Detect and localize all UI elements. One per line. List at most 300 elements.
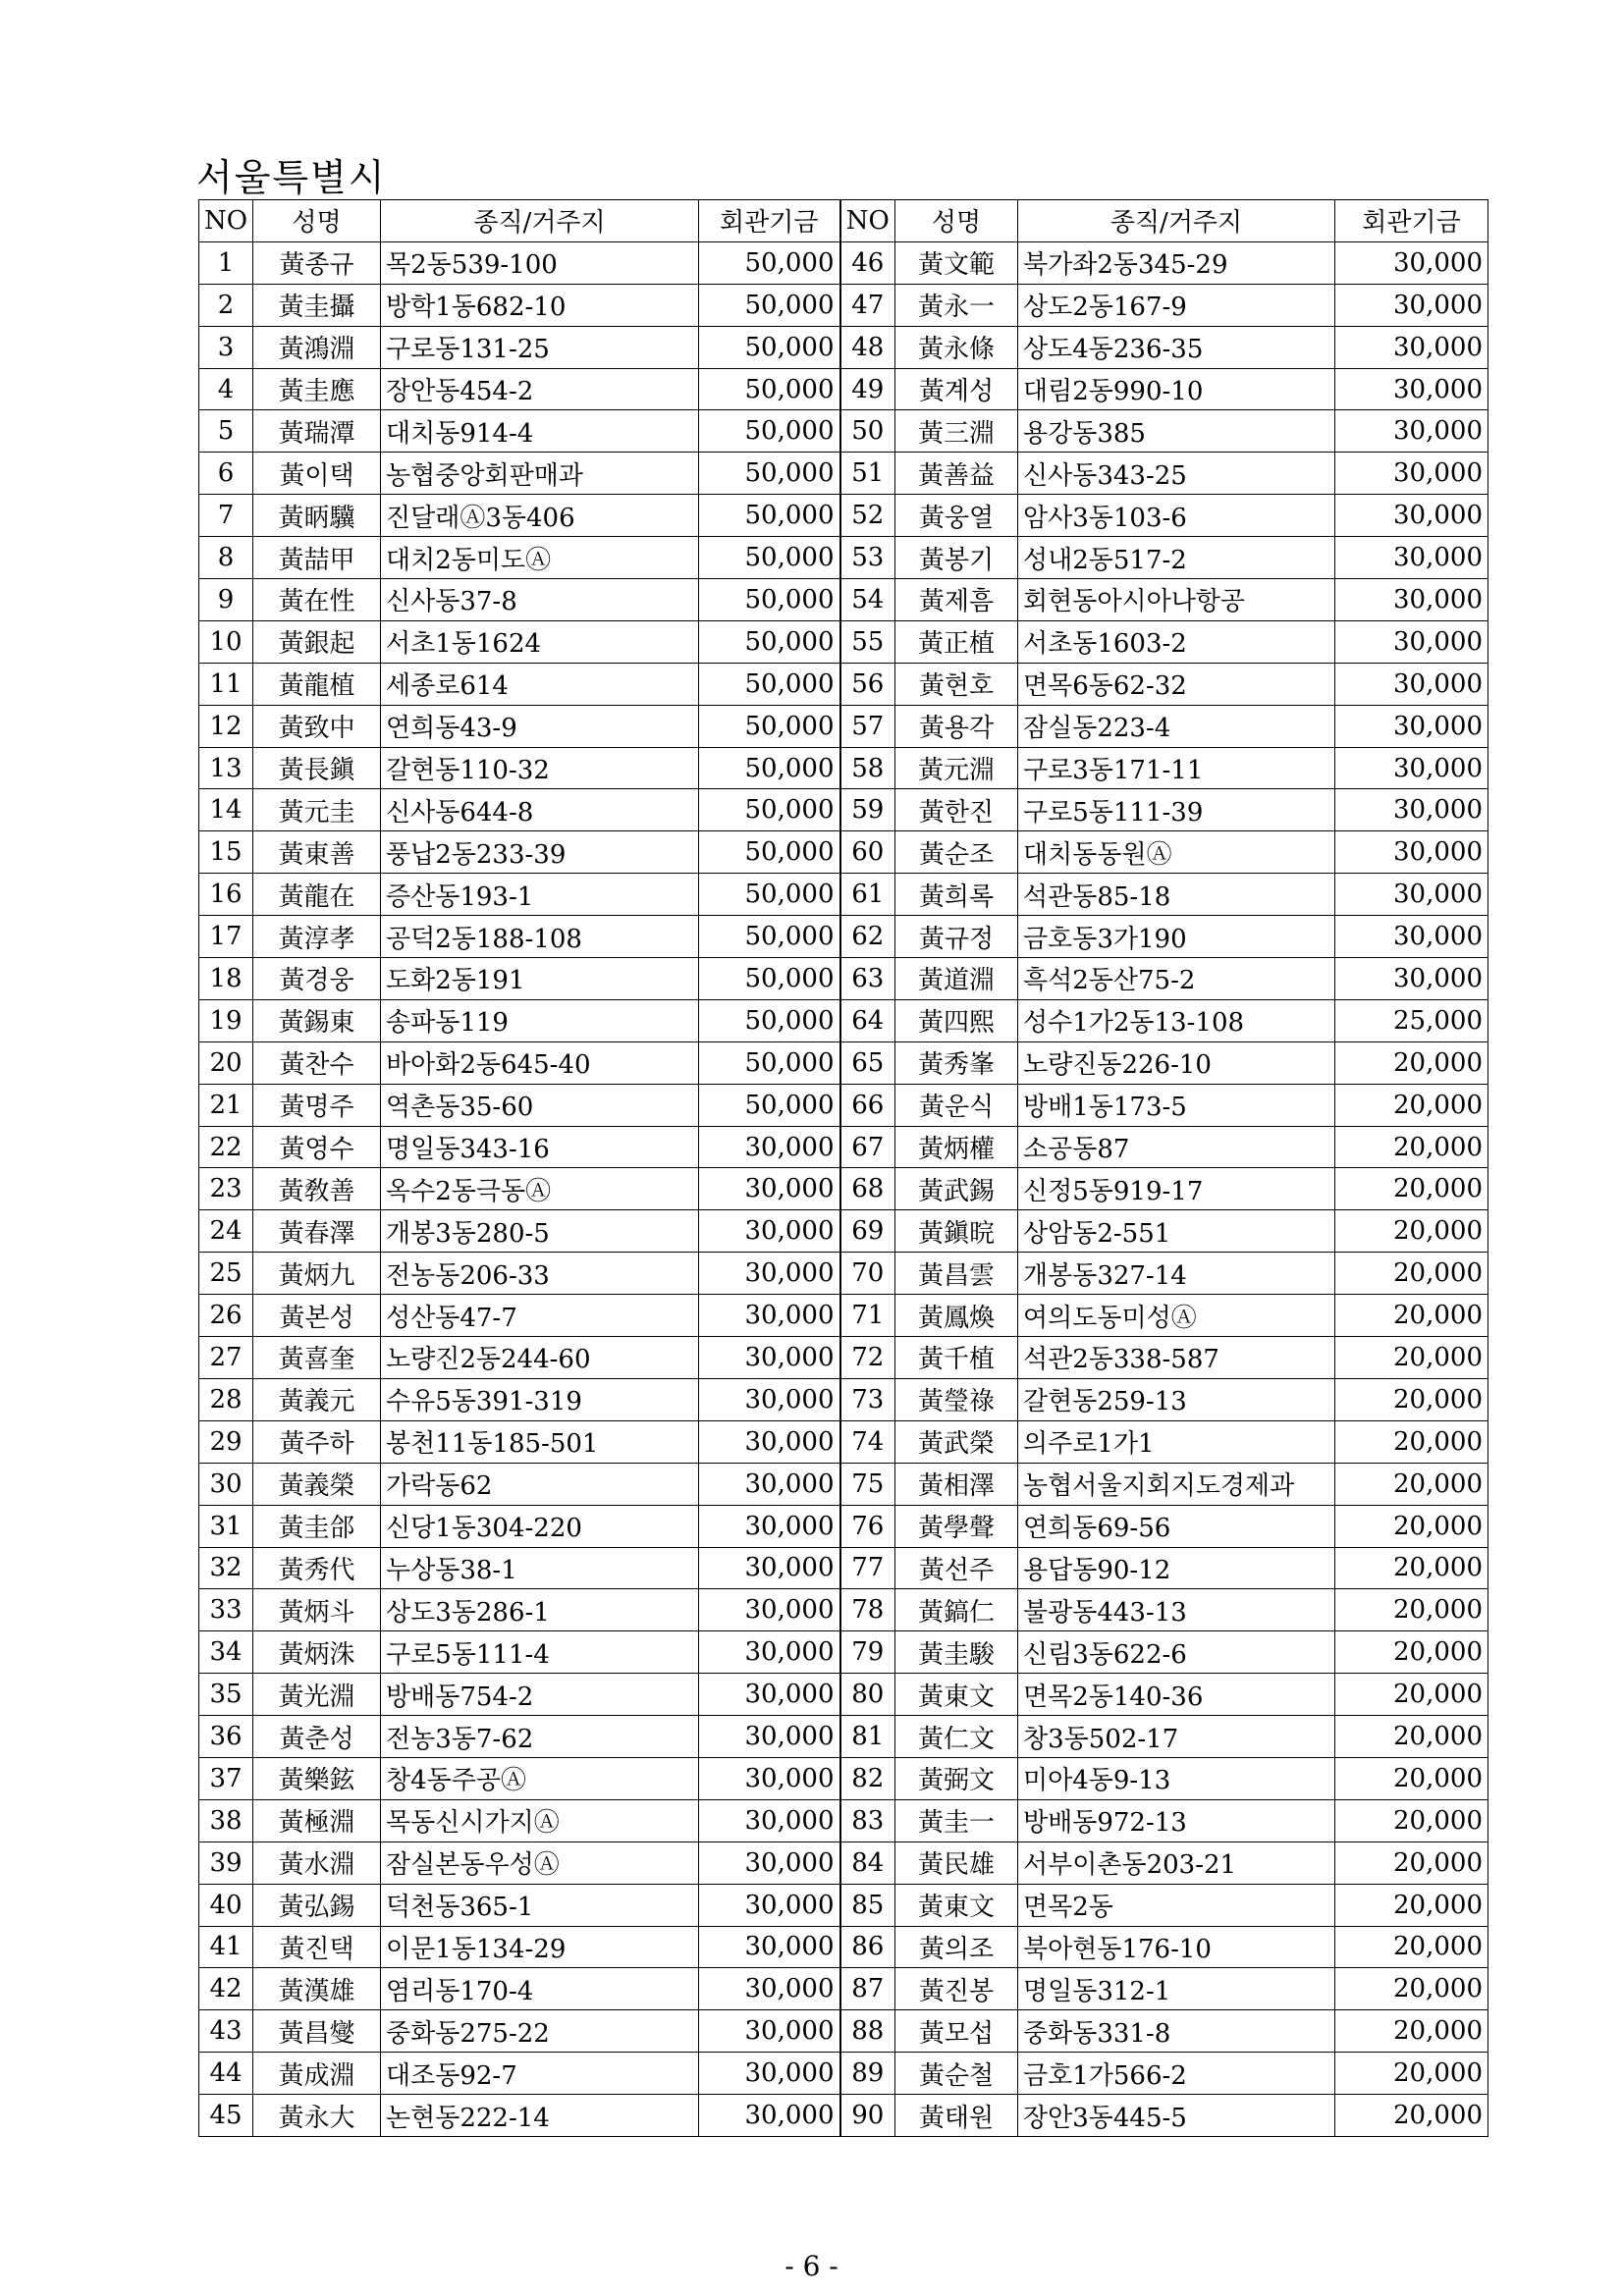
cell-no: 62 xyxy=(840,916,895,958)
cell-no: 84 xyxy=(840,1842,895,1884)
cell-no: 45 xyxy=(199,2095,253,2137)
cell-name: 黃圭應 xyxy=(253,368,381,410)
cell-name: 黃鴻淵 xyxy=(253,326,381,368)
cell-address: 도화2동191 xyxy=(381,958,699,1000)
cell-address: 전농동206-33 xyxy=(381,1253,699,1295)
cell-no: 88 xyxy=(840,2010,895,2053)
table-row xyxy=(199,1757,1488,1799)
cell-address: 구로5동111-39 xyxy=(1018,789,1335,831)
cell-fund: 30,000 xyxy=(699,1253,840,1295)
cell-address: 누상동38-1 xyxy=(381,1547,699,1589)
cell-no: 90 xyxy=(840,2095,895,2137)
cell-fund: 50,000 xyxy=(699,705,840,747)
cell-name: 黃모섭 xyxy=(895,2010,1018,2053)
cell-no: 75 xyxy=(840,1463,895,1505)
table-row xyxy=(199,874,1488,916)
cell-fund: 30,000 xyxy=(1335,368,1488,410)
cell-no: 64 xyxy=(840,999,895,1041)
cell-name: 黃이택 xyxy=(253,453,381,495)
cell-name: 黃圭郃 xyxy=(253,1505,381,1547)
cell-no: 32 xyxy=(199,1547,253,1589)
cell-fund: 30,000 xyxy=(699,1842,840,1884)
header-fund: 회관기금 xyxy=(1335,200,1488,242)
cell-address: 의주로1가1 xyxy=(1018,1420,1335,1463)
cell-address: 수유5동391-319 xyxy=(381,1378,699,1420)
cell-fund: 30,000 xyxy=(1335,326,1488,368)
cell-address: 장안3동445-5 xyxy=(1018,2095,1335,2137)
table-row xyxy=(199,1295,1488,1337)
cell-address: 상도4동236-35 xyxy=(1018,326,1335,368)
cell-address: 대림2동990-10 xyxy=(1018,368,1335,410)
cell-name: 黃水淵 xyxy=(253,1842,381,1884)
cell-no: 5 xyxy=(199,410,253,453)
cell-fund: 30,000 xyxy=(1335,537,1488,579)
cell-no: 36 xyxy=(199,1716,253,1758)
cell-address: 장안동454-2 xyxy=(381,368,699,410)
cell-fund: 50,000 xyxy=(699,958,840,1000)
cell-no: 31 xyxy=(199,1505,253,1547)
cell-no: 60 xyxy=(840,831,895,874)
cell-no: 78 xyxy=(840,1589,895,1631)
cell-no: 86 xyxy=(840,1926,895,1968)
cell-fund: 20,000 xyxy=(1335,1631,1488,1674)
cell-no: 72 xyxy=(840,1337,895,1379)
cell-address: 소공동87 xyxy=(1018,1126,1335,1168)
table-row xyxy=(199,916,1488,958)
cell-no: 6 xyxy=(199,453,253,495)
cell-address: 목2동539-100 xyxy=(381,241,699,284)
cell-name: 黃弼文 xyxy=(895,1757,1018,1799)
cell-name: 黃敎善 xyxy=(253,1168,381,1210)
cell-address: 흑석2동산75-2 xyxy=(1018,958,1335,1000)
cell-address: 증산동193-1 xyxy=(381,874,699,916)
cell-fund: 30,000 xyxy=(1335,789,1488,831)
cell-fund: 50,000 xyxy=(699,326,840,368)
cell-no: 28 xyxy=(199,1378,253,1420)
cell-fund: 20,000 xyxy=(1335,1799,1488,1842)
cell-address: 성내2동517-2 xyxy=(1018,537,1335,579)
cell-fund: 20,000 xyxy=(1335,1337,1488,1379)
cell-no: 16 xyxy=(199,874,253,916)
cell-no: 20 xyxy=(199,1041,253,1084)
cell-fund: 20,000 xyxy=(1335,1168,1488,1210)
cell-name: 黃永大 xyxy=(253,2095,381,2137)
cell-no: 10 xyxy=(199,620,253,663)
cell-no: 42 xyxy=(199,1968,253,2010)
table-row xyxy=(199,1168,1488,1210)
cell-name: 黃弘錫 xyxy=(253,1884,381,1926)
cell-fund: 20,000 xyxy=(1335,1589,1488,1631)
cell-address: 옥수2동극동Ⓐ xyxy=(381,1168,699,1210)
cell-fund: 30,000 xyxy=(1335,579,1488,621)
cell-fund: 30,000 xyxy=(699,1757,840,1799)
cell-no: 37 xyxy=(199,1757,253,1799)
cell-name: 黃종규 xyxy=(253,241,381,284)
cell-name: 黃龍在 xyxy=(253,874,381,916)
cell-fund: 30,000 xyxy=(699,1420,840,1463)
table-body xyxy=(199,241,1488,2136)
cell-address: 불광동443-13 xyxy=(1018,1589,1335,1631)
cell-fund: 30,000 xyxy=(699,1631,840,1674)
cell-name: 黃東文 xyxy=(895,1674,1018,1716)
cell-address: 상도2동167-9 xyxy=(1018,284,1335,326)
cell-fund: 30,000 xyxy=(699,1547,840,1589)
cell-no: 7 xyxy=(199,495,253,537)
cell-no: 54 xyxy=(840,579,895,621)
cell-name: 黃한진 xyxy=(895,789,1018,831)
cell-name: 黃계성 xyxy=(895,368,1018,410)
cell-fund: 20,000 xyxy=(1335,1884,1488,1926)
cell-name: 黃喆甲 xyxy=(253,537,381,579)
cell-no: 17 xyxy=(199,916,253,958)
cell-address: 세종로614 xyxy=(381,663,699,705)
cell-name: 黃제흠 xyxy=(895,579,1018,621)
cell-name: 黃元圭 xyxy=(253,789,381,831)
cell-fund: 50,000 xyxy=(699,368,840,410)
cell-name: 黃成淵 xyxy=(253,2053,381,2095)
cell-name: 黃瑩祿 xyxy=(895,1378,1018,1420)
cell-fund: 50,000 xyxy=(699,1041,840,1084)
cell-fund: 50,000 xyxy=(699,453,840,495)
cell-fund: 20,000 xyxy=(1335,1041,1488,1084)
cell-address: 노량진2동244-60 xyxy=(381,1337,699,1379)
cell-name: 黃武錫 xyxy=(895,1168,1018,1210)
table-row xyxy=(199,999,1488,1041)
cell-address: 신사동343-25 xyxy=(1018,453,1335,495)
cell-address: 대치2동미도Ⓐ xyxy=(381,537,699,579)
cell-no: 63 xyxy=(840,958,895,1000)
cell-fund: 30,000 xyxy=(699,1168,840,1210)
cell-address: 연희동69-56 xyxy=(1018,1505,1335,1547)
cell-address: 대조동92-7 xyxy=(381,2053,699,2095)
cell-fund: 30,000 xyxy=(1335,453,1488,495)
cell-address: 북가좌2동345-29 xyxy=(1018,241,1335,284)
cell-no: 68 xyxy=(840,1168,895,1210)
cell-address: 방학1동682-10 xyxy=(381,284,699,326)
cell-address: 전농3동7-62 xyxy=(381,1716,699,1758)
table-row xyxy=(199,663,1488,705)
table-row xyxy=(199,1589,1488,1631)
cell-address: 석관동85-18 xyxy=(1018,874,1335,916)
header-name: 성명 xyxy=(253,200,381,242)
cell-fund: 20,000 xyxy=(1335,1378,1488,1420)
cell-name: 黃東善 xyxy=(253,831,381,874)
cell-address: 풍납2동233-39 xyxy=(381,831,699,874)
cell-fund: 20,000 xyxy=(1335,1253,1488,1295)
cell-fund: 30,000 xyxy=(699,1799,840,1842)
cell-name: 黃圭駿 xyxy=(895,1631,1018,1674)
table-row xyxy=(199,326,1488,368)
cell-no: 65 xyxy=(840,1041,895,1084)
cell-fund: 20,000 xyxy=(1335,1547,1488,1589)
cell-name: 黃鎬仁 xyxy=(895,1589,1018,1631)
cell-name: 黃昌燮 xyxy=(253,2010,381,2053)
cell-no: 80 xyxy=(840,1674,895,1716)
cell-name: 黃현호 xyxy=(895,663,1018,705)
cell-address: 이문1동134-29 xyxy=(381,1926,699,1968)
header-address: 종직/거주지 xyxy=(381,200,699,242)
cell-name: 黃銀起 xyxy=(253,620,381,663)
cell-address: 성산동47-7 xyxy=(381,1295,699,1337)
cell-fund: 30,000 xyxy=(699,1884,840,1926)
cell-fund: 30,000 xyxy=(699,1505,840,1547)
cell-no: 47 xyxy=(840,284,895,326)
cell-address: 대치동동원Ⓐ xyxy=(1018,831,1335,874)
cell-fund: 30,000 xyxy=(699,1589,840,1631)
cell-fund: 30,000 xyxy=(699,2095,840,2137)
cell-fund: 50,000 xyxy=(699,789,840,831)
cell-fund: 50,000 xyxy=(699,916,840,958)
cell-name: 黃봉기 xyxy=(895,537,1018,579)
cell-address: 노량진동226-10 xyxy=(1018,1041,1335,1084)
cell-name: 黃道淵 xyxy=(895,958,1018,1000)
cell-name: 黃仁文 xyxy=(895,1716,1018,1758)
cell-address: 창4동주공Ⓐ xyxy=(381,1757,699,1799)
table-row xyxy=(199,1926,1488,1968)
cell-fund: 30,000 xyxy=(699,1210,840,1253)
table-row xyxy=(199,1799,1488,1842)
cell-no: 71 xyxy=(840,1295,895,1337)
cell-fund: 30,000 xyxy=(1335,958,1488,1000)
cell-name: 黃昌雲 xyxy=(895,1253,1018,1295)
cell-name: 黃在性 xyxy=(253,579,381,621)
table-row xyxy=(199,705,1488,747)
cell-fund: 20,000 xyxy=(1335,2053,1488,2095)
table-row xyxy=(199,453,1488,495)
cell-no: 50 xyxy=(840,410,895,453)
cell-no: 30 xyxy=(199,1463,253,1505)
cell-address: 면목6동62-32 xyxy=(1018,663,1335,705)
table-row xyxy=(199,1968,1488,2010)
cell-fund: 30,000 xyxy=(1335,663,1488,705)
cell-no: 58 xyxy=(840,747,895,789)
cell-name: 黃진택 xyxy=(253,1926,381,1968)
cell-fund: 20,000 xyxy=(1335,1210,1488,1253)
cell-no: 69 xyxy=(840,1210,895,1253)
cell-name: 黃圭一 xyxy=(895,1799,1018,1842)
cell-address: 미아4동9-13 xyxy=(1018,1757,1335,1799)
cell-name: 黃致中 xyxy=(253,705,381,747)
cell-address: 상암동2-551 xyxy=(1018,1210,1335,1253)
header-name: 성명 xyxy=(895,200,1018,242)
cell-address: 용강동385 xyxy=(1018,410,1335,453)
cell-name: 黃義榮 xyxy=(253,1463,381,1505)
cell-fund: 30,000 xyxy=(699,1968,840,2010)
cell-fund: 20,000 xyxy=(1335,1084,1488,1126)
cell-no: 21 xyxy=(199,1084,253,1126)
cell-name: 黃春澤 xyxy=(253,1210,381,1253)
cell-address: 방배동972-13 xyxy=(1018,1799,1335,1842)
cell-name: 黃永一 xyxy=(895,284,1018,326)
cell-no: 51 xyxy=(840,453,895,495)
cell-address: 명일동343-16 xyxy=(381,1126,699,1168)
table-row xyxy=(199,1041,1488,1084)
table-row xyxy=(199,1420,1488,1463)
cell-fund: 30,000 xyxy=(699,1716,840,1758)
cell-address: 여의도동미성Ⓐ xyxy=(1018,1295,1335,1337)
cell-name: 黃진봉 xyxy=(895,1968,1018,2010)
cell-address: 금호동3가190 xyxy=(1018,916,1335,958)
cell-no: 89 xyxy=(840,2053,895,2095)
member-table xyxy=(198,199,1488,2137)
cell-name: 黃瑞潭 xyxy=(253,410,381,453)
cell-name: 黃鳳煥 xyxy=(895,1295,1018,1337)
cell-name: 黃文範 xyxy=(895,241,1018,284)
cell-fund: 30,000 xyxy=(1335,831,1488,874)
cell-name: 黃본성 xyxy=(253,1295,381,1337)
table-row xyxy=(199,831,1488,874)
cell-fund: 50,000 xyxy=(699,874,840,916)
cell-no: 1 xyxy=(199,241,253,284)
cell-no: 19 xyxy=(199,999,253,1041)
cell-name: 黃炳權 xyxy=(895,1126,1018,1168)
cell-address: 상도3동286-1 xyxy=(381,1589,699,1631)
cell-fund: 30,000 xyxy=(699,1126,840,1168)
table-row xyxy=(199,1631,1488,1674)
cell-fund: 30,000 xyxy=(1335,284,1488,326)
cell-no: 34 xyxy=(199,1631,253,1674)
cell-name: 黃樂鉉 xyxy=(253,1757,381,1799)
cell-address: 석관2동338-587 xyxy=(1018,1337,1335,1379)
cell-address: 중화동275-22 xyxy=(381,2010,699,2053)
cell-name: 黃炳洙 xyxy=(253,1631,381,1674)
cell-no: 33 xyxy=(199,1589,253,1631)
cell-fund: 50,000 xyxy=(699,241,840,284)
cell-name: 黃極淵 xyxy=(253,1799,381,1842)
cell-no: 3 xyxy=(199,326,253,368)
cell-name: 黃주하 xyxy=(253,1420,381,1463)
cell-no: 22 xyxy=(199,1126,253,1168)
cell-name: 黃三淵 xyxy=(895,410,1018,453)
cell-fund: 20,000 xyxy=(1335,1420,1488,1463)
table-row xyxy=(199,1253,1488,1295)
table-row xyxy=(199,1674,1488,1716)
cell-address: 역촌동35-60 xyxy=(381,1084,699,1126)
cell-address: 논현동222-14 xyxy=(381,2095,699,2137)
table-row xyxy=(199,1126,1488,1168)
cell-fund: 30,000 xyxy=(1335,747,1488,789)
cell-no: 12 xyxy=(199,705,253,747)
cell-address: 바아화2동645-40 xyxy=(381,1041,699,1084)
cell-fund: 20,000 xyxy=(1335,1842,1488,1884)
cell-no: 29 xyxy=(199,1420,253,1463)
cell-name: 黃炳斗 xyxy=(253,1589,381,1631)
table-row xyxy=(199,2053,1488,2095)
cell-name: 黃錫東 xyxy=(253,999,381,1041)
cell-no: 67 xyxy=(840,1126,895,1168)
table-row xyxy=(199,410,1488,453)
cell-no: 49 xyxy=(840,368,895,410)
cell-address: 서초1동1624 xyxy=(381,620,699,663)
cell-fund: 50,000 xyxy=(699,747,840,789)
cell-fund: 30,000 xyxy=(1335,705,1488,747)
cell-no: 66 xyxy=(840,1084,895,1126)
cell-name: 黃正植 xyxy=(895,620,1018,663)
table-row xyxy=(199,1084,1488,1126)
cell-fund: 30,000 xyxy=(1335,874,1488,916)
cell-address: 구로5동111-4 xyxy=(381,1631,699,1674)
cell-name: 黃龍植 xyxy=(253,663,381,705)
cell-fund: 50,000 xyxy=(699,284,840,326)
cell-name: 黃喜奎 xyxy=(253,1337,381,1379)
cell-fund: 20,000 xyxy=(1335,2095,1488,2137)
cell-name: 黃相澤 xyxy=(895,1463,1018,1505)
cell-no: 76 xyxy=(840,1505,895,1547)
cell-address: 연희동43-9 xyxy=(381,705,699,747)
cell-name: 黃춘성 xyxy=(253,1716,381,1758)
header-row xyxy=(199,200,1488,242)
cell-no: 52 xyxy=(840,495,895,537)
cell-name: 黃長鎭 xyxy=(253,747,381,789)
cell-address: 명일동312-1 xyxy=(1018,1968,1335,2010)
header-address: 종직/거주지 xyxy=(1018,200,1335,242)
cell-address: 용답동90-12 xyxy=(1018,1547,1335,1589)
cell-name: 黃운식 xyxy=(895,1084,1018,1126)
cell-no: 81 xyxy=(840,1716,895,1758)
table-row xyxy=(199,1337,1488,1379)
cell-address: 공덕2동188-108 xyxy=(381,916,699,958)
page-number: - 6 - xyxy=(784,2250,839,2282)
cell-address: 농협서울지회지도경제과 xyxy=(1018,1463,1335,1505)
cell-fund: 30,000 xyxy=(699,1295,840,1337)
cell-no: 15 xyxy=(199,831,253,874)
table-row xyxy=(199,1716,1488,1758)
cell-name: 黃명주 xyxy=(253,1084,381,1126)
cell-fund: 50,000 xyxy=(699,495,840,537)
cell-address: 면목2동 xyxy=(1018,1884,1335,1926)
cell-no: 41 xyxy=(199,1926,253,1968)
cell-address: 면목2동140-36 xyxy=(1018,1674,1335,1716)
cell-no: 43 xyxy=(199,2010,253,2053)
cell-no: 40 xyxy=(199,1884,253,1926)
table-row xyxy=(199,579,1488,621)
cell-no: 53 xyxy=(840,537,895,579)
cell-address: 대치동914-4 xyxy=(381,410,699,453)
cell-name: 黃순철 xyxy=(895,2053,1018,2095)
cell-fund: 25,000 xyxy=(1335,999,1488,1041)
cell-name: 黃용각 xyxy=(895,705,1018,747)
cell-fund: 20,000 xyxy=(1335,1757,1488,1799)
table-row xyxy=(199,2095,1488,2137)
cell-name: 黃義元 xyxy=(253,1378,381,1420)
table-row xyxy=(199,958,1488,1000)
cell-no: 11 xyxy=(199,663,253,705)
cell-fund: 20,000 xyxy=(1335,1674,1488,1716)
cell-address: 성수1가2동13-108 xyxy=(1018,999,1335,1041)
cell-fund: 50,000 xyxy=(699,410,840,453)
cell-no: 39 xyxy=(199,1842,253,1884)
cell-name: 黃鎭晥 xyxy=(895,1210,1018,1253)
cell-no: 38 xyxy=(199,1799,253,1842)
cell-no: 55 xyxy=(840,620,895,663)
cell-fund: 50,000 xyxy=(699,579,840,621)
cell-no: 85 xyxy=(840,1884,895,1926)
table-row xyxy=(199,1842,1488,1884)
cell-no: 87 xyxy=(840,1968,895,2010)
cell-name: 黃선주 xyxy=(895,1547,1018,1589)
cell-fund: 30,000 xyxy=(699,1463,840,1505)
cell-name: 黃秀峯 xyxy=(895,1041,1018,1084)
cell-address: 중화동331-8 xyxy=(1018,2010,1335,2053)
cell-address: 구로동131-25 xyxy=(381,326,699,368)
cell-address: 갈현동259-13 xyxy=(1018,1378,1335,1420)
cell-name: 黃웅열 xyxy=(895,495,1018,537)
cell-address: 갈현동110-32 xyxy=(381,747,699,789)
cell-no: 23 xyxy=(199,1168,253,1210)
cell-name: 黃元淵 xyxy=(895,747,1018,789)
cell-name: 黃四熙 xyxy=(895,999,1018,1041)
section-title: 서울특별시 xyxy=(196,156,387,199)
